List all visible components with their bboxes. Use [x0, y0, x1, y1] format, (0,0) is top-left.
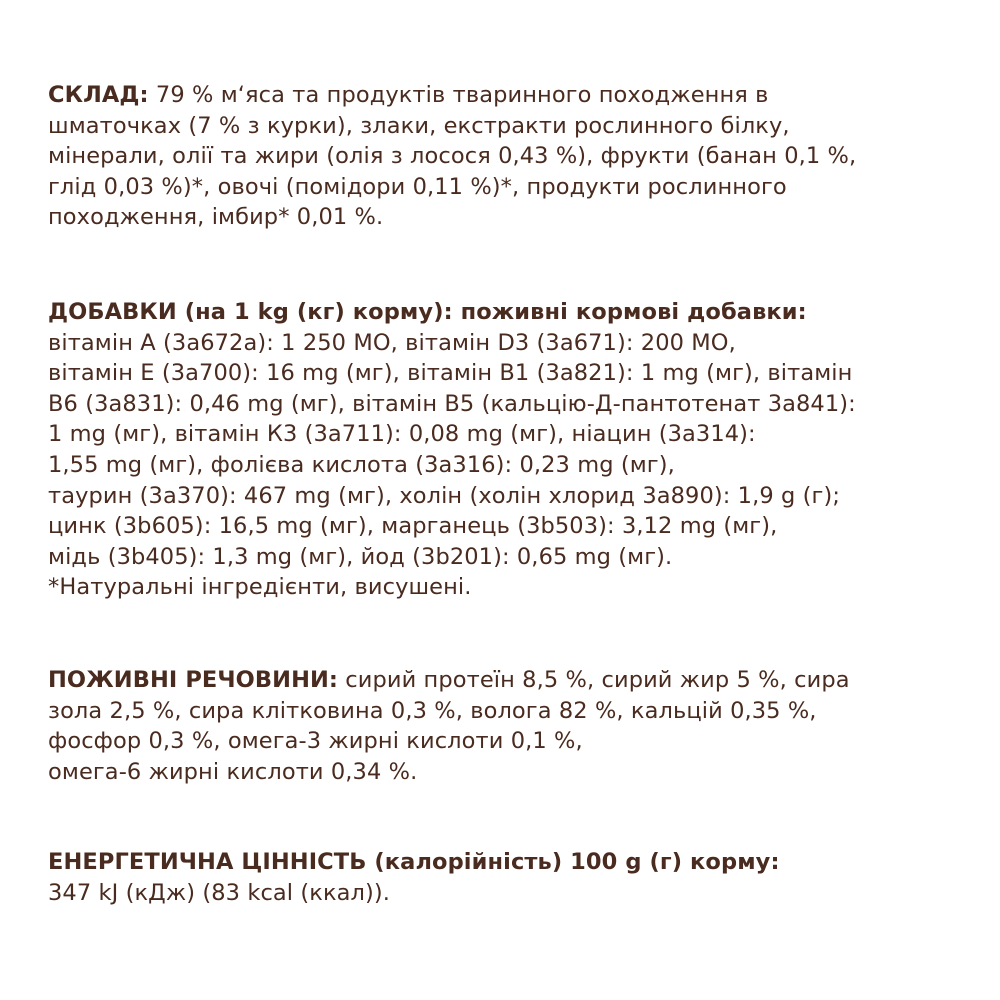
- additives-line-2: вітамін Е (3а700): 16 mg (мг), вітамін В1 (3а821): 1 mg (мг), вітамін: [48, 360, 853, 387]
- composition-line-3: мінерали, олії та жири (олія з лосося 0,43 %), фрукти (банан 0,1 %,: [48, 143, 857, 170]
- additives-line-5: 1,55 mg (мг), фолієва кислота (3а316): 0,23 mg (мг),: [48, 451, 675, 478]
- additives-heading: ДОБАВКИ (на 1 kg (кг) корму):: [48, 299, 453, 325]
- additives-footnote: *Натуральні інгредієнти, висушені.: [48, 574, 472, 601]
- additives-line-1: вітамін А (3а672а): 1 250 МО, вітамін D3 (3а671): 200 МО,: [48, 329, 736, 356]
- nutrients-section: [48, 665, 850, 787]
- composition-section: [48, 80, 856, 233]
- composition-line-1: [48, 80, 856, 111]
- composition-line-4: глід 0,03 %)*, овочі (помідори 0,11 %)*, продукти рослинного: [48, 173, 787, 200]
- nutrients-line-2: зола 2,5 %, сира клітковина 0,3 %, волога 82 %, кальцій 0,35 %,: [48, 697, 817, 724]
- composition-line-5: походження, імбир* 0,01 %.: [48, 204, 384, 231]
- composition-heading: СКЛАД:: [48, 82, 149, 108]
- energy-value: 347 kJ (кДж) (83 kcal (ккал)).: [48, 879, 391, 906]
- additives-subheading: поживні кормові добавки:: [452, 299, 807, 325]
- composition-line-2: шматочках (7 % з курки), злаки, екстракти рослинного білку,: [48, 112, 790, 139]
- energy-section: [48, 847, 780, 908]
- additives-line-8: мідь (3b405): 1,3 mg (мг), йод (3b201): 0,65 mg (мг).: [48, 543, 673, 570]
- additives-line-3: В6 (3а831): 0,46 mg (мг), вітамін В5 (кальцію-Д-пантотенат 3а841):: [48, 390, 856, 417]
- additives-heading-line: [48, 297, 856, 328]
- additives-line-6: таурин (3а370): 467 mg (мг), холін (холін хлорид 3а890): 1,9 g (г);: [48, 482, 841, 509]
- additives-line-4: 1 mg (мг), вітамін К3 (3а711): 0,08 mg (мг), ніацин (3а314):: [48, 421, 756, 448]
- additives-line-7: цинк (3b605): 16,5 mg (мг), марганець (3b503): 3,12 mg (мг),: [48, 513, 778, 540]
- nutrients-line-4: омега-6 жирні кислоти 0,34 %.: [48, 758, 418, 785]
- nutrients-heading: ПОЖИВНІ РЕЧОВИНИ:: [48, 667, 339, 693]
- nutrients-line-1: [48, 665, 850, 696]
- composition-text: 79 % м‘яса та продуктів тваринного походження в: [148, 82, 769, 108]
- nutrients-text: сирий протеїн 8,5 %, сирий жир 5 %, сира: [338, 667, 850, 693]
- additives-section: [48, 297, 856, 603]
- energy-heading: ЕНЕРГЕТИЧНА ЦІННІСТЬ (калорійність) 100 g (г) корму:: [48, 849, 780, 875]
- nutrients-line-3: фосфор 0,3 %, омега-3 жирні кислоти 0,1 %,: [48, 728, 583, 755]
